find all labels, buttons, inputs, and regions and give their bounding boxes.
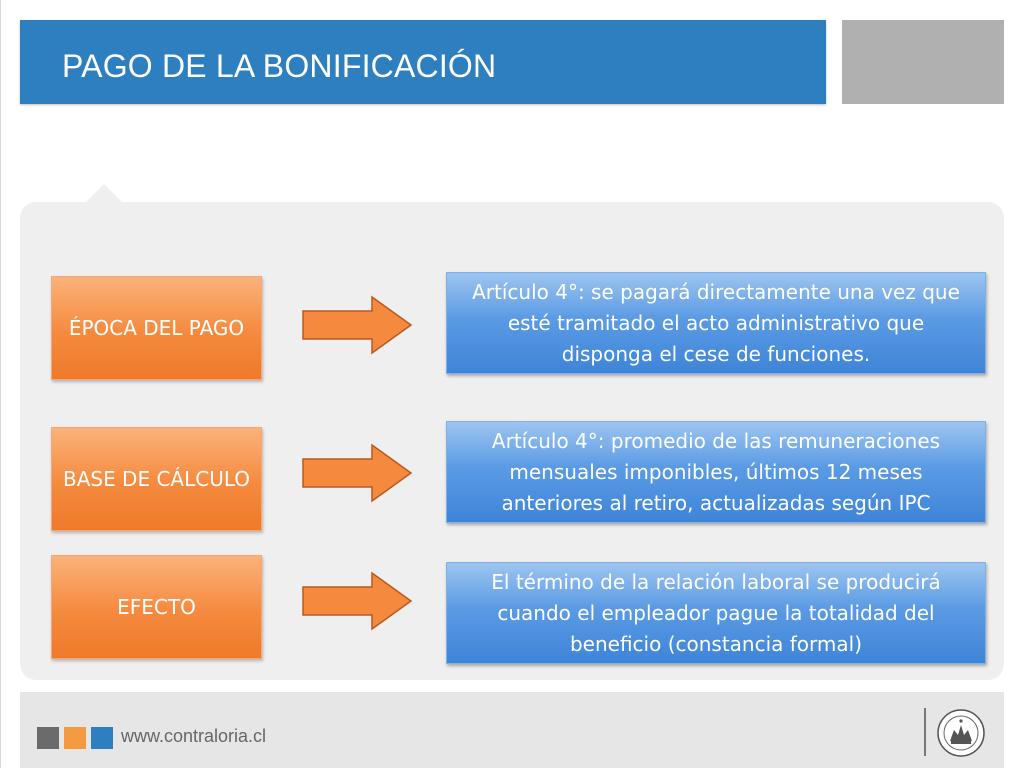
footer-square-blue xyxy=(91,727,113,749)
right-arrow-icon xyxy=(300,570,414,632)
footer-square-orange xyxy=(64,727,86,749)
title-bar xyxy=(20,20,826,104)
panel-notch xyxy=(86,184,122,202)
row-label-epoca: ÉPOCA DEL PAGO xyxy=(51,276,262,380)
footer-divider xyxy=(924,708,926,756)
slide-title: PAGO DE LA BONIFICACIÓN xyxy=(62,48,497,84)
footer xyxy=(20,692,1004,768)
row-label-base-calculo: BASE DE CÁLCULO xyxy=(51,427,262,531)
row-description-base-calculo: Artículo 4°: promedio de las remuneraciones mensuales imponibles, últimos 12 meses anteriores al retiro, actualizadas según IPC xyxy=(446,421,986,523)
contraloria-seal-icon xyxy=(936,708,986,758)
title-accent-block xyxy=(842,20,1004,104)
left-rule xyxy=(0,0,1,768)
right-arrow-icon xyxy=(300,294,414,356)
row-description-epoca: Artículo 4°: se pagará directamente una vez que esté tramitado el acto administrativo que disponga el cese de funciones. xyxy=(446,272,986,374)
footer-url-link[interactable]: www.contraloria.cl xyxy=(121,726,267,746)
footer-square-gray xyxy=(37,727,59,749)
row-description-efecto: El término de la relación laboral se producirá cuando el empleador pague la totalidad del beneficio (constancia formal) xyxy=(446,562,986,664)
right-arrow-icon xyxy=(300,442,414,504)
row-label-efecto: EFECTO xyxy=(51,555,262,659)
